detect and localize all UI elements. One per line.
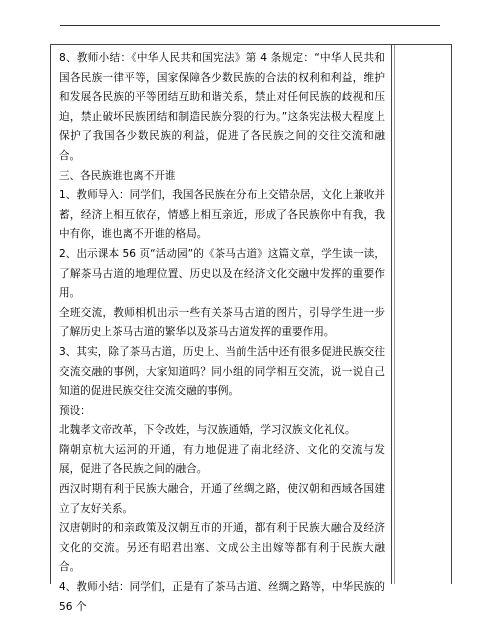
paragraph-example-grand-canal: 隋朝京杭大运河的开通，有力地促进了南北经济、文化的交流与发展，促进了各民族之间的融合。	[59, 443, 385, 476]
paragraph-example-northern-wei: 北魏孝文帝改革，下令改姓，与汉族通婚，学习汉族文化礼仪。	[59, 424, 356, 437]
section-heading: 三、各民族谁也离不开谁	[59, 169, 176, 182]
paragraph-tea-horse-road: 2、出示课本 56 页“活动园”的《茶马古道》这篇文章，学生读一读，了解茶马古道的地理位置、历史以及在经济文化交融中发挥的重要作用。	[59, 247, 385, 300]
paragraph-example-heqin: 汉唐朝时的和亲政策及汉朝互市的开通，都有利于民族大融合及经济文化的交流。另还有昭君出塞、文成公主出嫁等都有利于民族大融合。	[59, 522, 385, 574]
paragraph-teacher-summary-final: 4、教师小结：同学们，正是有了茶马古道、丝绸之路等，中华民族的 56 个	[59, 581, 385, 613]
header-rule	[60, 25, 440, 26]
paragraph-group-exchange: 3、其实，除了茶马古道，历史上、当前生活中还有很多促进民族交往交流交融的事例，大家知道吗？同小组的同学相互交流，说一说自己知道的促进民族交往交流交融的事例。	[59, 345, 385, 398]
paragraph-preset-label: 预设：	[59, 404, 91, 417]
lesson-table	[50, 44, 452, 613]
paragraph-teacher-summary-constitution: 8、教师小结：《中华人民共和国宪法》第 4 条规定：“中华人民共和国各民族一律平等，国家保障各少数民族的合法的权利和利益，维护和发展各民族的平等团结互助和谐关系，禁止对任何民族的歧视和压迫，禁止破坏民族团结和制造民族分裂的行为。”这条宪法极大程度上保护了我国各少数民族的利益，促进了各民族之间的交往交流和融合。	[59, 52, 385, 162]
paragraph-class-discussion: 全班交流，教师相机出示一些有关茶马古道的图片，引导学生进一步了解历史上茶马古道的繁华以及茶马古道发挥的重要作用。	[59, 306, 385, 339]
column-divider	[391, 45, 392, 584]
lesson-content	[59, 49, 385, 617]
paragraph-example-silk-road: 西汉时期有利于民族大融合，开通了丝绸之路，使汉朝和西域各国建立了友好关系。	[59, 483, 385, 515]
column-inner-line	[394, 45, 395, 584]
paragraph-teacher-intro: 1、教师导入：同学们，我国各民族在分布上交错杂居，文化上兼收并蓄，经济上相互依存，情感上相互亲近，形成了各民族你中有我，我中有你，谁也离不开谁的格局。	[59, 189, 385, 241]
